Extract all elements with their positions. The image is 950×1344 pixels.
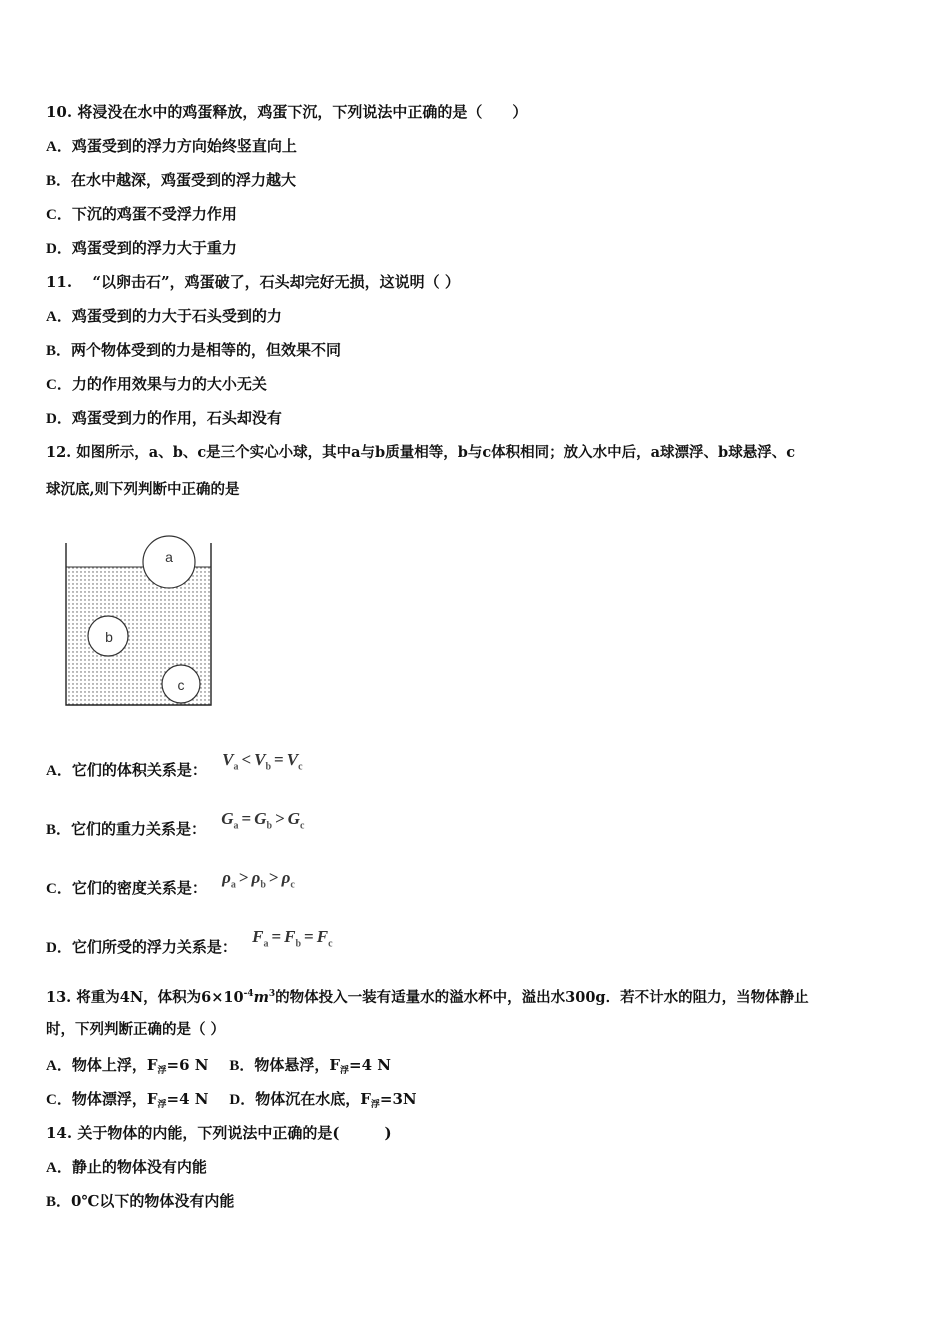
option-letter: C． [46,377,72,393]
option-letter: B． [46,173,72,189]
option-text: 它们的重力关系是： [71,820,207,838]
question-number: 14. [46,1124,73,1142]
question-13-stem [46,984,809,1008]
option-text: 它们所受的浮力关系是： [71,938,237,956]
q12-option-c [46,868,295,905]
option-letter: A． [46,1160,72,1176]
unit: m [253,988,269,1006]
question-text: 球沉底,则下列判断中正确的是 [46,481,240,498]
question-number: 10. [46,103,73,121]
option-letter: B． [46,1194,72,1210]
option-letter: B． [46,343,72,359]
q13-options-row-2 [46,1089,417,1112]
option-text: 鸡蛋受到的浮力方向始终竖直向上 [71,137,297,155]
question-12-stem [46,443,795,463]
question-number: 12. [46,444,72,461]
q13-option-b: B．物体悬浮，$F_浮=4$ N [229,1056,391,1076]
q10-option-d [46,238,237,259]
q13-option-c: C．物体漂浮，$F_浮=4$ N [46,1090,209,1110]
q14-option-a [46,1157,207,1178]
q14-option-b [46,1191,234,1212]
q11-option-d [46,408,282,429]
option-text: 鸡蛋受到的力大于石头受到的力 [71,307,282,325]
option-text: 0℃以下的物体没有内能 [71,1192,235,1210]
q11-option-a [46,306,282,327]
exponent: -4 [243,989,254,999]
option-letter: D． [46,411,72,427]
question-text: 将重为4N，体积为6×10 [76,988,244,1006]
question-text: “以卵击石”，鸡蛋破了，石头却完好无损，这说明（ ） [77,273,460,291]
option-letter: D． [46,241,72,257]
option-text: 力的作用效果与力的大小无关 [71,375,267,393]
beaker-balls-figure [60,535,220,715]
buoyancy-relation-formula: $F_a = F_b = F_c$ [252,927,333,950]
question-14-stem [46,1123,392,1143]
question-number: 13. [46,988,72,1006]
option-text: 下沉的鸡蛋不受浮力作用 [71,205,237,223]
q11-option-b [46,340,341,361]
question-13-stem-cont [46,1020,225,1040]
question-11-stem [46,272,460,292]
option-text: 鸡蛋受到的浮力大于重力 [71,239,237,257]
option-letter: C． [46,881,72,897]
q13-option-d: D．物体沉在水底，$F_浮=3N$ [229,1090,417,1110]
option-letter: D． [46,940,72,956]
question-12-stem-cont [46,480,240,500]
option-text: 鸡蛋受到力的作用，石头却没有 [71,409,282,427]
option-letter: C． [46,207,72,223]
option-letter: B． [46,822,72,838]
option-text: 在水中越深，鸡蛋受到的浮力越大 [71,171,297,189]
q12-option-a [46,750,303,787]
ball-b-label: b [105,629,113,645]
question-text: 时，下列判断正确的是（ ） [46,1021,226,1038]
beaker-diagram [60,535,220,719]
q12-option-b [46,809,305,846]
question-number: 11. [46,273,73,291]
option-text: 它们的体积关系是： [71,761,207,779]
q13-option-a: A．物体上浮，$F_浮=6$ N [46,1056,209,1076]
q13-options-row-1 [46,1055,391,1078]
density-relation-formula: $\rho_a > \rho_b > \rho_c$ [222,868,295,891]
option-text: 两个物体受到的力是相等的，但效果不同 [71,341,342,359]
q12-option-d [46,927,333,964]
option-letter: A． [46,309,72,325]
option-letter: A． [46,763,72,779]
q10-option-c [46,204,237,225]
option-letter: A． [46,139,72,155]
ball-a-label: a [165,549,173,565]
question-text: 将浸没在水中的鸡蛋释放，鸡蛋下沉，下列说法中正确的是（ ） [77,103,528,121]
question-text: 如图所示，a、b、c是三个实心小球，其中a与b质量相等，b与c体积相同；放入水中后，a球漂浮、b球悬浮、c [76,444,796,461]
question-text: 关于物体的内能，下列说法中正确的是( ) [77,1124,392,1142]
option-text: 静止的物体没有内能 [71,1158,207,1176]
q10-option-b [46,170,296,191]
question-10-stem [46,102,527,122]
q11-option-c [46,374,267,395]
ball-c-label: c [177,677,185,693]
option-text: 它们的密度关系是： [71,879,207,897]
q10-option-a [46,136,297,157]
gravity-relation-formula: $G_a = G_b > G_c$ [221,809,305,832]
volume-relation-formula: $V_a < V_b = V_c$ [222,750,303,773]
question-text: 的物体投入一装有适量水的溢水杯中，溢出水300g．若不计水的阻力，当物体静止 [275,988,809,1006]
unit-exponent: 3 [268,989,276,999]
